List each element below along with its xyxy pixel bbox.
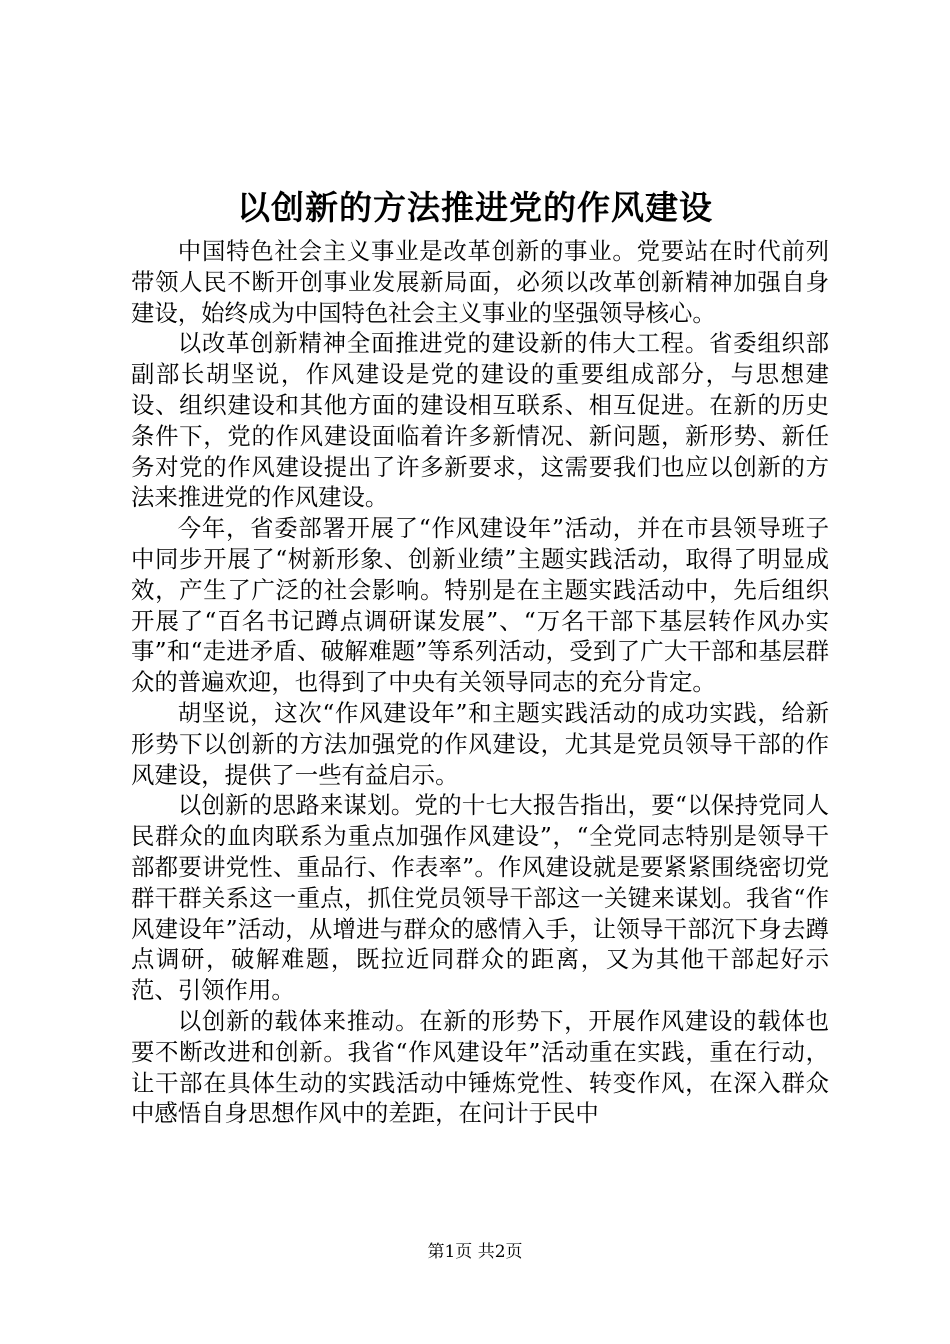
paragraph: 今年，省委部署开展了“作风建设年”活动，并在市县领导班子中同步开展了“树新形象、创新业绩”主题实践活动，取得了明显成效，产生了广泛的社会影响。特别是在主题实践活动中，先后组织开展了“百名书记蹲点调研谋发展”、“万名干部下基层转作风办实事”和“走进矛盾、破解难题”等系列活动，受到了广大干部和基层群众的普遍欢迎，也得到了中央有关领导同志的充分肯定。 — [131, 514, 829, 697]
document-title: 以创新的方法推进党的作风建设 — [237, 188, 713, 227]
paragraph: 以改革创新精神全面推进党的建设新的伟大工程。省委组织部副部长胡坚说，作风建设是党的建设的重要组成部分，与思想建设、组织建设和其他方面的建设相互联系、相互促进。在新的历史条件下，党的作风建设面临着许多新情况、新问题，新形势、新任务对党的作风建设提出了许多新要求，这需要我们也应以创新的方法来推进党的作风建设。 — [131, 329, 829, 512]
document-body — [131, 236, 829, 1129]
paragraph: 中国特色社会主义事业是改革创新的事业。党要站在时代前列带领人民不断开创事业发展新局面，必须以改革创新精神加强自身建设，始终成为中国特色社会主义事业的坚强领导核心。 — [131, 237, 829, 327]
paragraph: 以创新的载体来推动。在新的形势下，开展作风建设的载体也要不断改进和创新。我省“作风建设年”活动重在实践，重在行动，让干部在具体生动的实践活动中锤炼党性、转变作风，在深入群众中感悟自身思想作风中的差距，在问计于民中 — [131, 1006, 829, 1128]
page-footer: 第1页 共2页 — [427, 1242, 523, 1262]
paragraph: 以创新的思路来谋划。党的十七大报告指出，要“以保持党同人民群众的血肉联系为重点加强作风建设”，“全党同志特别是领导干部都要讲党性、重品行、作表率”。作风建设就是要紧紧围绕密切党群干群关系这一重点，抓住党员领导干部这一关键来谋划。我省“作风建设年”活动，从增进与群众的感情入手，让领导干部沉下身去蹲点调研，破解难题，既拉近同群众的距离，又为其他干部起好示范、引领作用。 — [131, 791, 829, 1005]
paragraph: 胡坚说，这次“作风建设年”和主题实践活动的成功实践，给新形势下以创新的方法加强党的作风建设，尤其是党员领导干部的作风建设，提供了一些有益启示。 — [131, 698, 829, 789]
